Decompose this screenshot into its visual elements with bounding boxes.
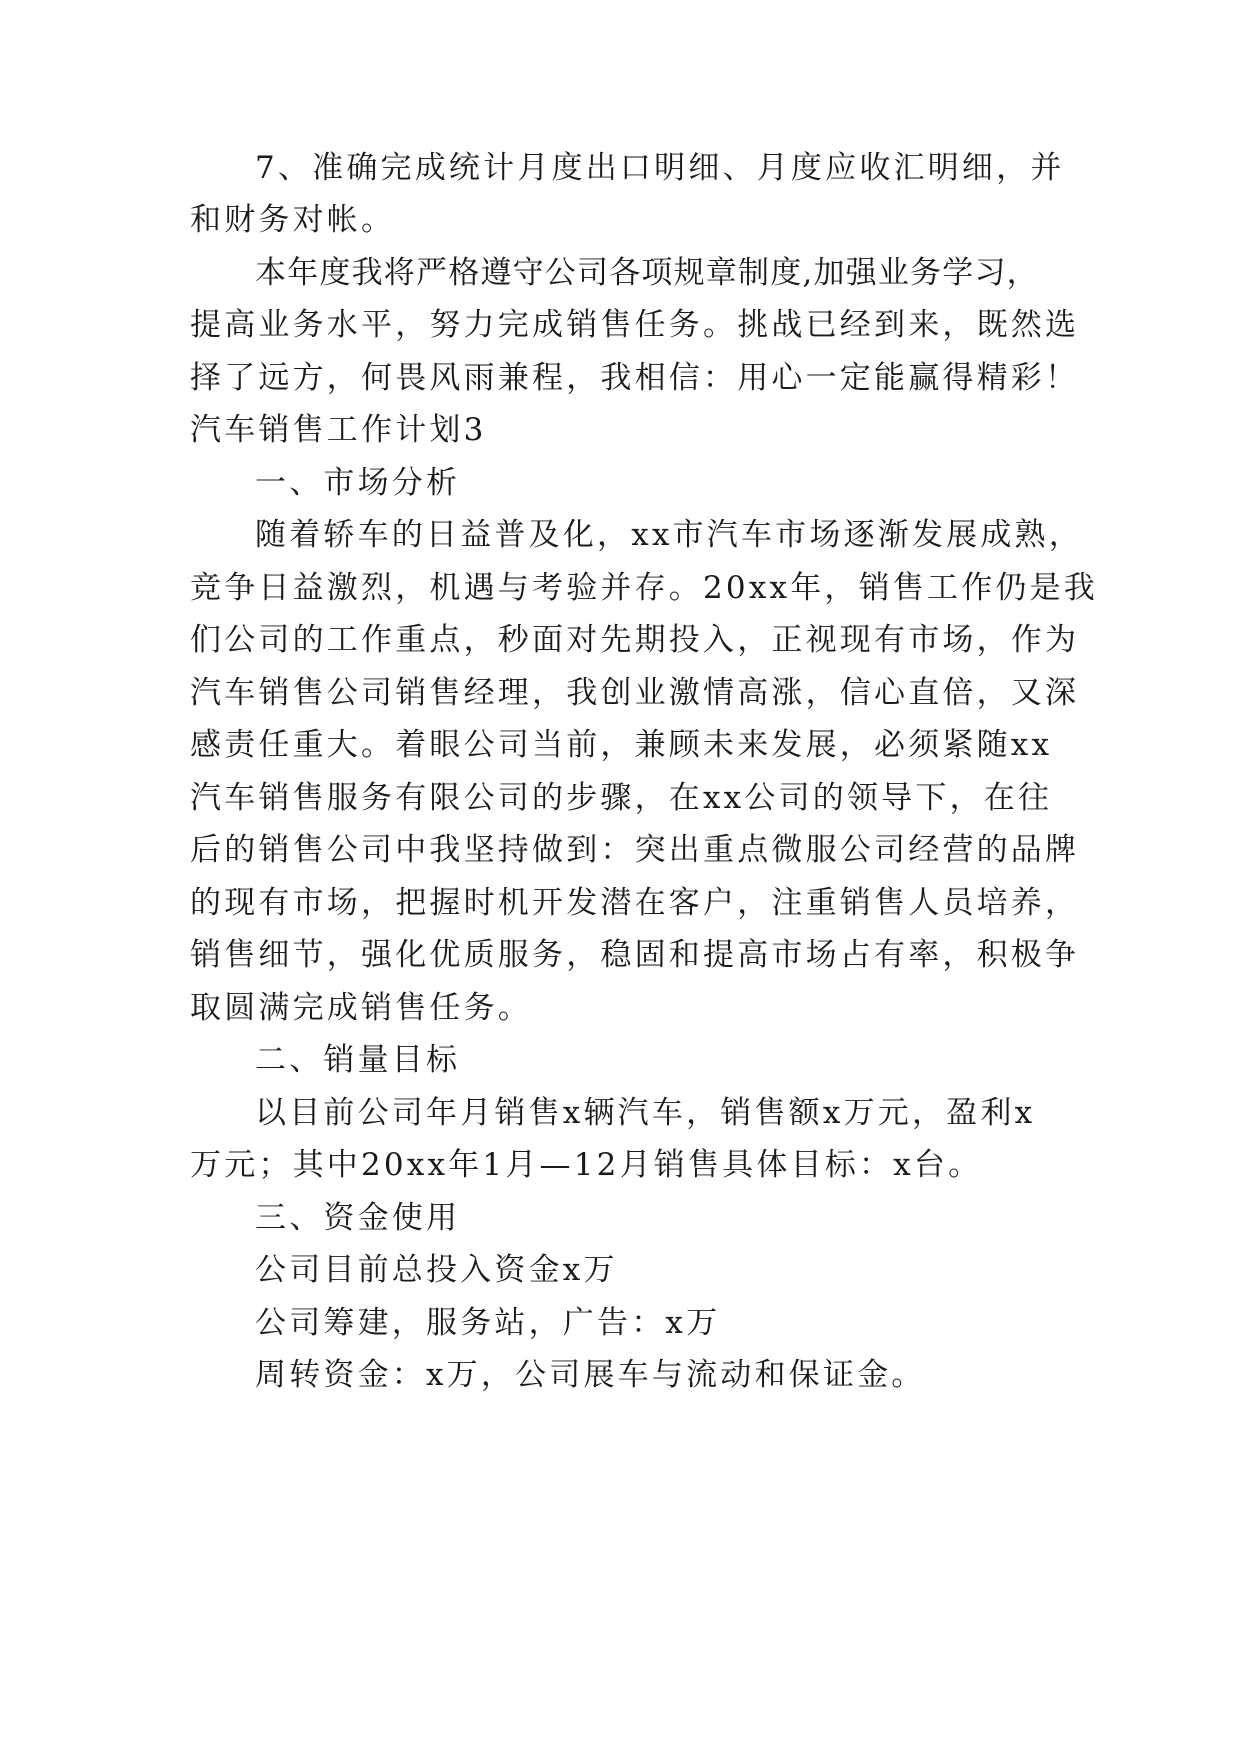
paragraph-line: 的现有市场，把握时机开发潜在客户，注重销售人员培养， <box>190 885 1080 921</box>
paragraph-line: 择了远方，何畏风雨兼程，我相信：用心一定能赢得精彩！ <box>190 360 1080 396</box>
paragraph-line: 本年度我将严格遵守公司各项规章制度,加强业务学习， <box>255 255 1039 291</box>
section-heading: 一、市场分析 <box>255 465 461 501</box>
paragraph-line: 周转资金：x万，公司展车与流动和保证金。 <box>255 1357 926 1393</box>
section-heading: 二、销量目标 <box>255 1042 461 1078</box>
paragraph-line: 随着轿车的日益普及化，xx市汽车市场逐渐发展成熟， <box>255 517 1083 553</box>
paragraph-line: 竞争日益激烈，机遇与考验并存。20xx年，销售工作仍是我 <box>190 570 1099 606</box>
paragraph-line: 7、准确完成统计月度出口明细、月度应收汇明细，并 <box>255 150 1065 186</box>
paragraph-line: 以目前公司年月销售x辆汽车，销售额x万元，盈利x <box>255 1095 1036 1131</box>
paragraph-line: 公司目前总投入资金x万 <box>255 1252 618 1288</box>
paragraph-line: 汽车销售公司销售经理，我创业激情高涨，信心直倍，又深 <box>190 675 1080 711</box>
paragraph-line: 感责任重大。着眼公司当前，兼顾未来发展，必须紧随xx <box>190 727 1053 763</box>
paragraph-line: 后的销售公司中我坚持做到：突出重点微服公司经营的品牌 <box>190 832 1080 868</box>
paragraph-line: 取圆满完成销售任务。 <box>190 990 532 1026</box>
paragraph-line: 提高业务水平，努力完成销售任务。挑战已经到来，既然选 <box>190 307 1080 343</box>
paragraph-line: 们公司的工作重点，秒面对先期投入，正视现有市场，作为 <box>190 622 1080 658</box>
paragraph-line: 和财务对帐。 <box>190 202 396 238</box>
paragraph-line: 万元；其中20xx年1月—12月销售具体目标：x台。 <box>190 1147 983 1183</box>
section-title: 汽车销售工作计划3 <box>190 412 487 448</box>
section-heading: 三、资金使用 <box>255 1200 461 1236</box>
paragraph-line: 销售细节，强化优质服务，稳固和提高市场占有率，积极争 <box>190 937 1080 973</box>
paragraph-line: 汽车销售服务有限公司的步骤，在xx公司的领导下，在往 <box>190 780 1053 816</box>
paragraph-line: 公司筹建，服务站，广告：x万 <box>255 1305 721 1341</box>
